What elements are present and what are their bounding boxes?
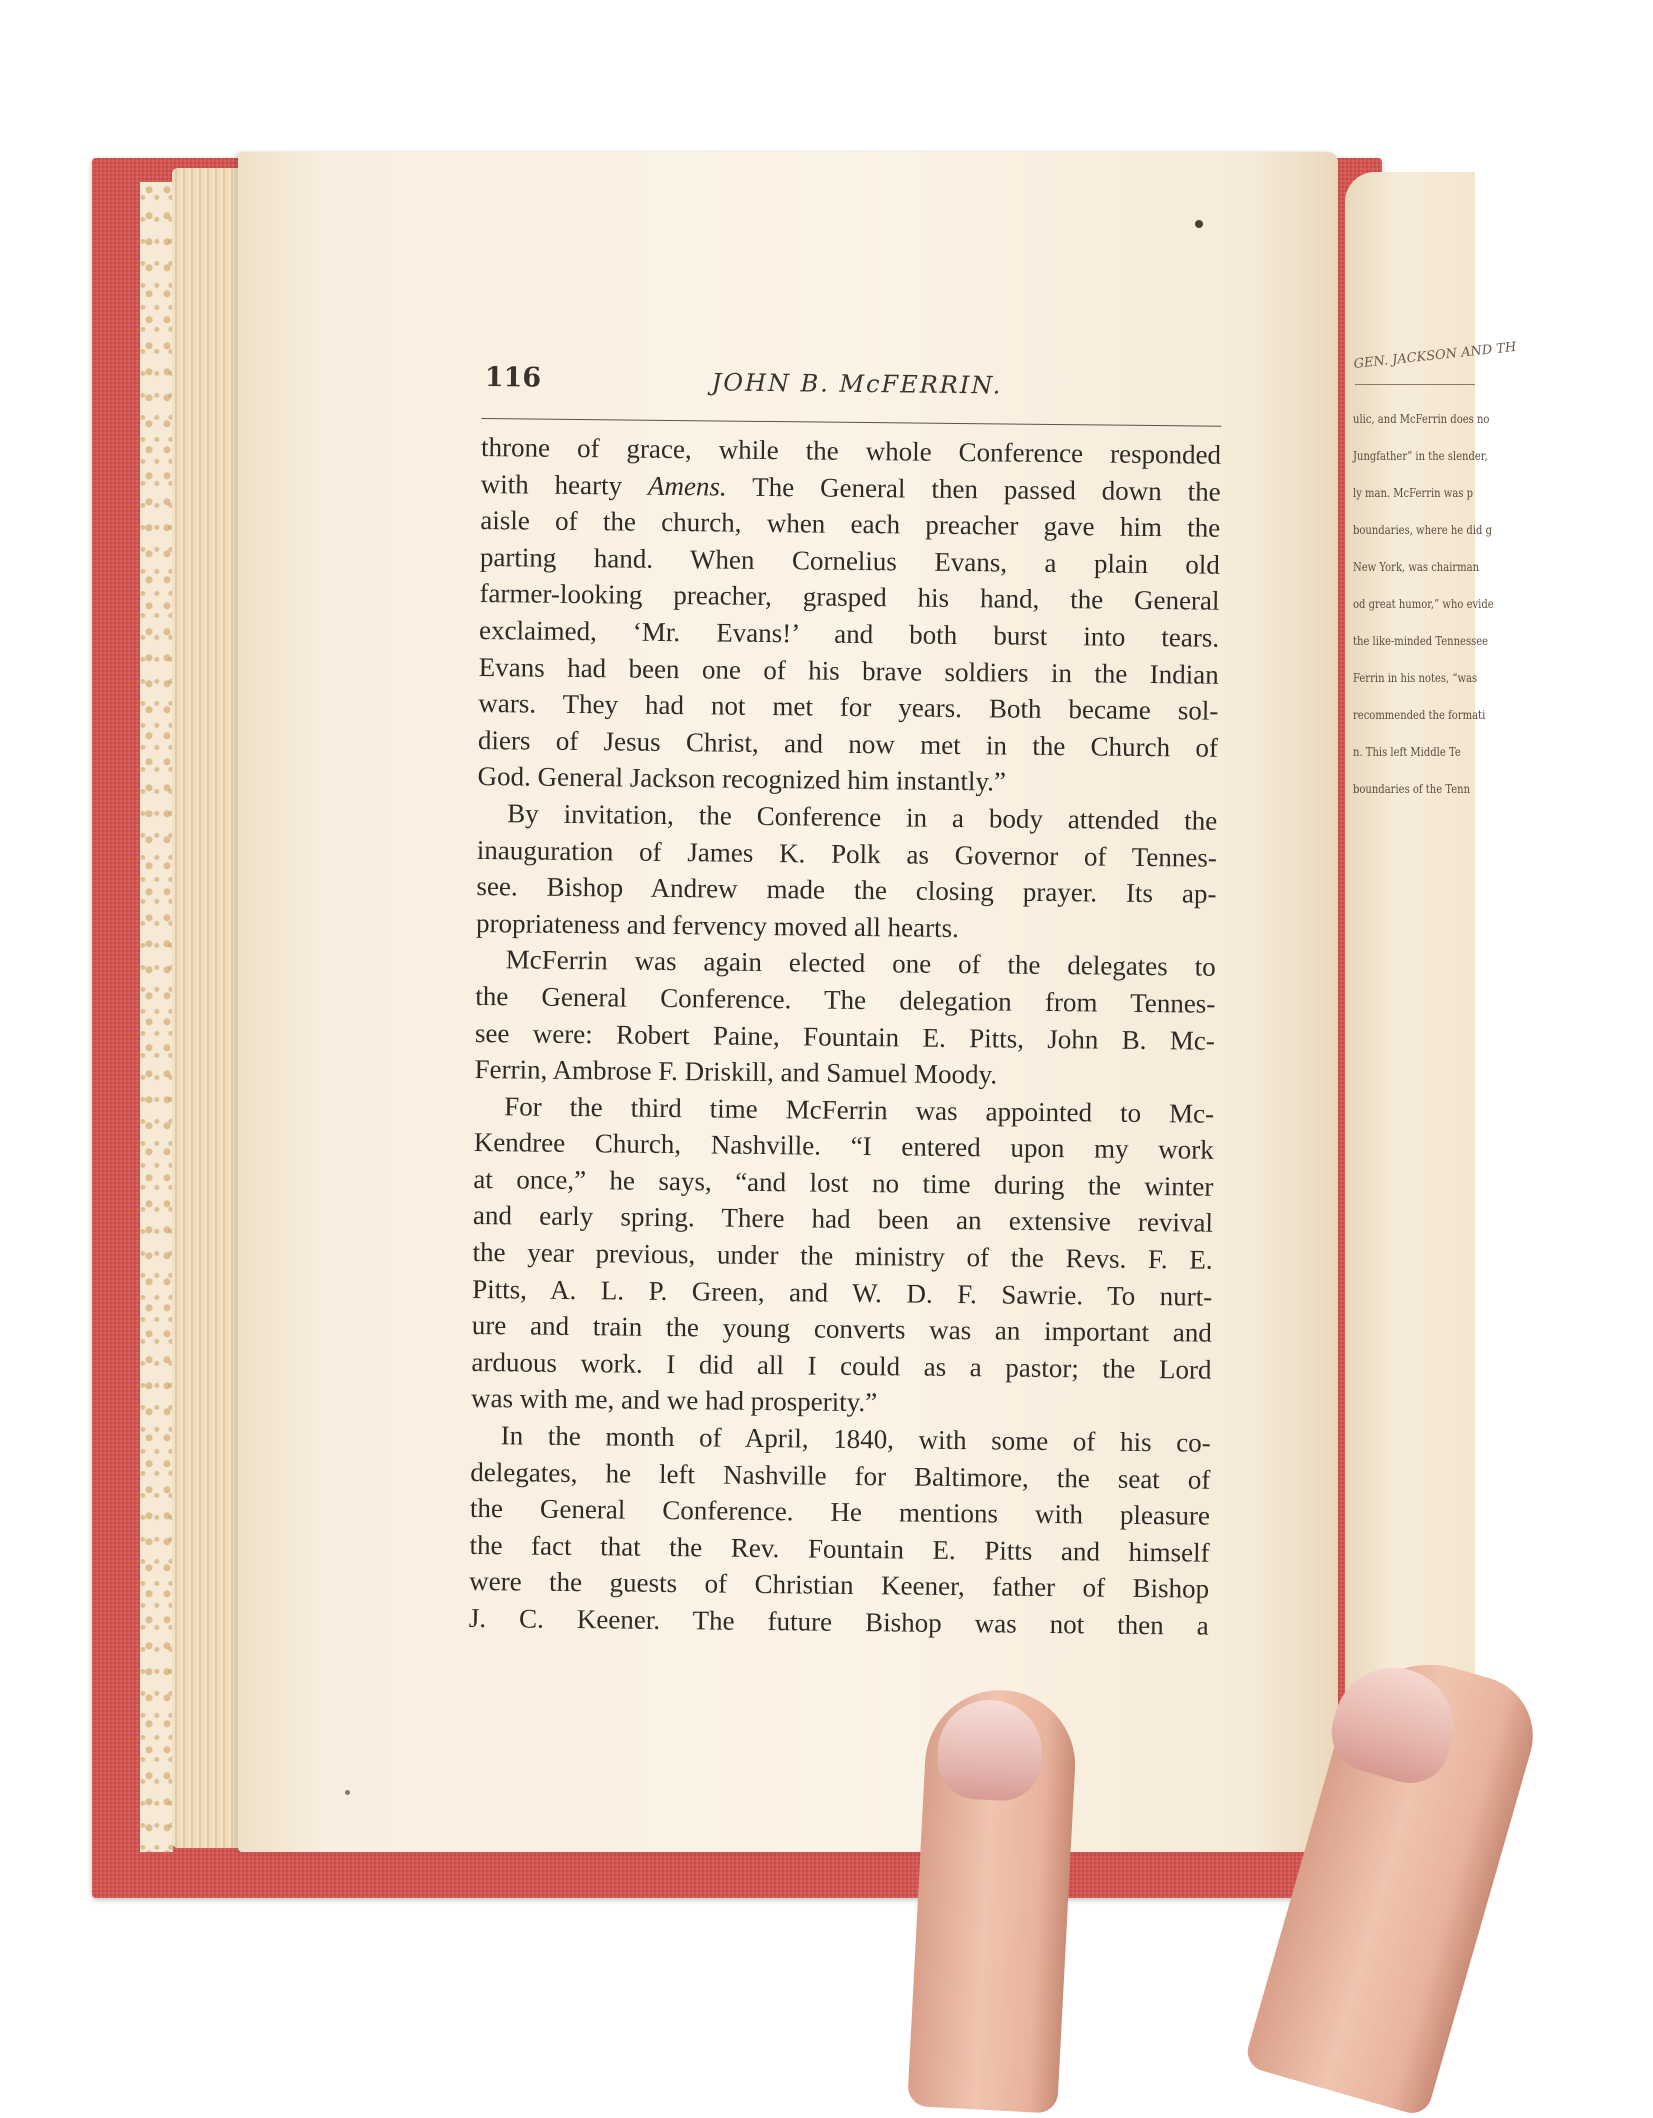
facing-header-rule xyxy=(1355,384,1475,385)
text-line: Pitts, A. L. P. Green, and W. D. F. Sawrie. To nurt- xyxy=(472,1273,1213,1312)
facing-text-line: Jungfather” in the slender, xyxy=(1353,448,1488,463)
page-number: 116 xyxy=(484,362,542,394)
facing-text-line: New York, was chairman xyxy=(1353,559,1480,574)
facing-text-line: boundaries, where he did g xyxy=(1353,522,1492,537)
text-line: exclaimed, ‘Mr. Evans!’ and both burst into tears. xyxy=(478,614,1220,653)
text-line: were the guests of Christian Keener, father of Bishop xyxy=(469,1566,1210,1605)
text-line: wars. They had not met for years. Both became sol- xyxy=(478,688,1219,726)
page-text-block xyxy=(469,358,1222,1644)
facing-text-line: the like-minded Tennessee xyxy=(1353,633,1489,648)
text-line: propriateness and fervency moved all hearts. xyxy=(475,907,960,943)
facing-text-line: ulic, and McFerrin does no xyxy=(1353,411,1490,426)
ink-speck xyxy=(1195,220,1203,228)
facing-text-block xyxy=(1353,400,1653,807)
text-line: farmer-looking preacher, grasped his hand, the General xyxy=(479,578,1220,617)
facing-text-line: Ferrin in his notes, “was xyxy=(1353,670,1478,685)
ink-speck xyxy=(345,1790,350,1795)
text-line: the fact that the Rev. Fountain E. Pitts and himself xyxy=(469,1529,1210,1568)
endpaper-strip xyxy=(140,182,173,1852)
text-line: inauguration of James K. Polk as Governor of Tennes- xyxy=(476,834,1217,873)
text-line: throne of grace, while the whole Conference responded xyxy=(480,431,1222,470)
text-line: aisle of the church, when each preacher gave him the xyxy=(480,505,1221,543)
facing-text-line: n. This left Middle Te xyxy=(1353,744,1461,759)
text-line: J. C. Keener. The future Bishop was not then a xyxy=(468,1602,1209,1641)
text-line: the General Conference. He mentions with pleasure xyxy=(469,1493,1211,1531)
text-line: In the month of April, 1840, with some of his co- xyxy=(500,1420,1211,1458)
text-line: Ferrin, Ambrose F. Driskill, and Samuel Moody. xyxy=(474,1054,998,1090)
facing-text-line: boundaries of the Tenn xyxy=(1353,781,1471,796)
page-edges xyxy=(172,168,242,1848)
facing-text-line: od great humor,” who evide xyxy=(1353,596,1494,611)
running-title: JOHN B. McFERRIN. xyxy=(711,368,1003,400)
text-line: ure and train the young converts was an important and xyxy=(471,1310,1212,1348)
italic-word: Amens. xyxy=(647,470,727,502)
text-line: arduous work. I did all I could as a pastor; the Lord xyxy=(471,1346,1212,1385)
facing-running-title: GEN. JACKSON AND TH xyxy=(1353,339,1518,372)
text-line: with hearty Amens. The General then passed down the xyxy=(480,468,1221,507)
text-line: see were: Robert Paine, Fountain E. Pitts, John B. Mc- xyxy=(474,1017,1216,1056)
text-line: was with me, and we had prosperity.” xyxy=(470,1383,878,1418)
text-line: the General Conference. The delegation from Tennes- xyxy=(475,980,1216,1019)
text-line: McFerrin was again elected one of the delegates to xyxy=(505,944,1216,983)
text-line: at once,” he says, “and lost no time during the winter xyxy=(473,1163,1214,1202)
facing-text-line: recommended the formati xyxy=(1353,707,1486,722)
text-line: God. General Jackson recognized him instantly.” xyxy=(477,761,1007,797)
running-head xyxy=(481,358,1222,427)
text-line: diers of Jesus Christ, and now met in the Church of xyxy=(477,724,1219,763)
text-line: and early spring. There had been an extensive revival xyxy=(472,1200,1214,1239)
text-line: the year previous, under the ministry of the Revs. F. E. xyxy=(472,1237,1213,1275)
facing-text-line: ly man. McFerrin was p xyxy=(1353,485,1474,500)
text-line: delegates, he left Nashville for Baltimore, the seat of xyxy=(470,1456,1211,1495)
text-line: Evans had been one of his brave soldiers in the Indian xyxy=(478,651,1219,690)
facing-page xyxy=(1345,172,1518,1792)
text-line: For the third time McFerrin was appointed to Mc- xyxy=(504,1090,1215,1129)
text-line: By invitation, the Conference in a body attended the xyxy=(507,798,1218,836)
text-line: Kendree Church, Nashville. “I entered upon my work xyxy=(473,1127,1214,1165)
body-text xyxy=(469,419,1222,1644)
text-line: see. Bishop Andrew made the closing prayer. Its ap- xyxy=(476,871,1217,909)
text-line: parting hand. When Cornelius Evans, a plain old xyxy=(479,541,1221,580)
